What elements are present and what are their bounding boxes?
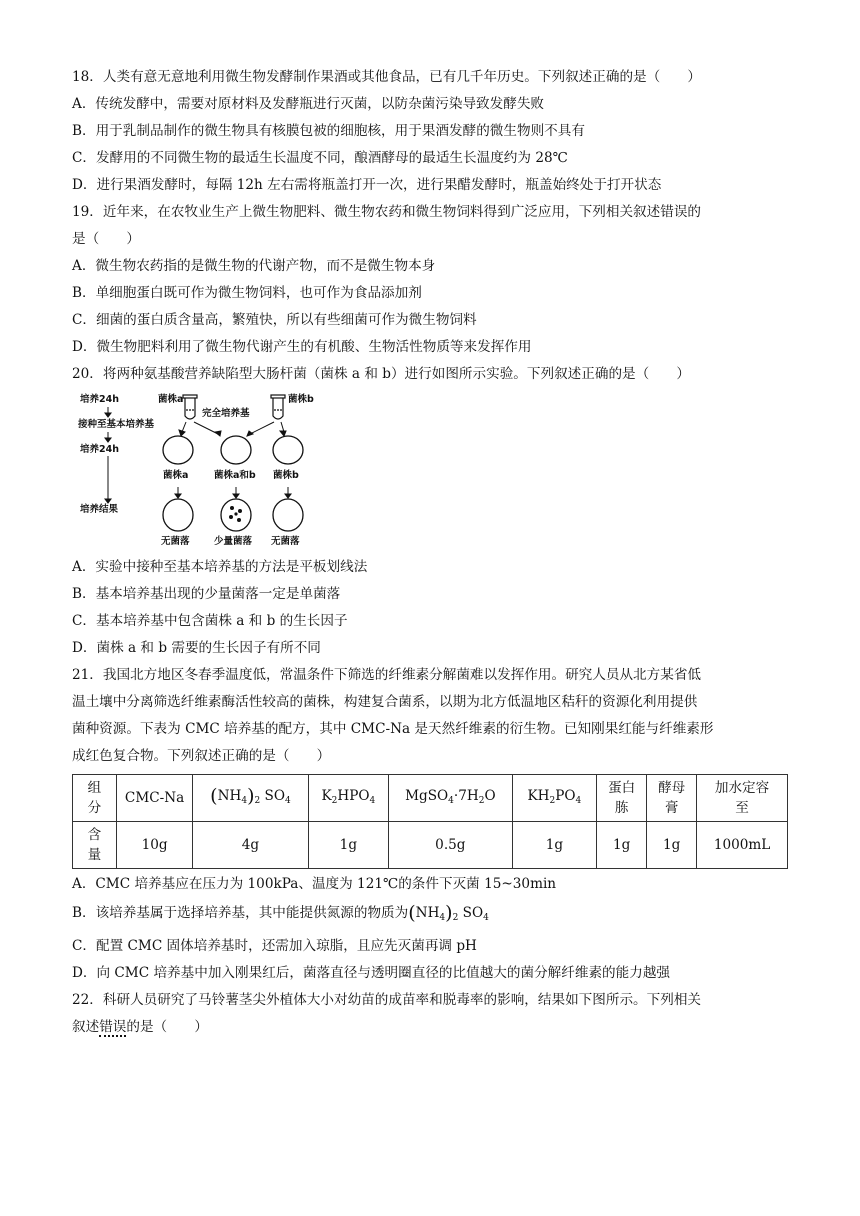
- table-cell: 酵母 膏: [647, 775, 697, 822]
- table-cell: 0.5g: [389, 822, 512, 869]
- question-stem-cont: 菌种资源。下表为 CMC 培养基的配方，其中 CMC-Na 是天然纤维素的衍生物。已知刚果红能与纤维素形: [72, 721, 714, 737]
- option-d: D．向 CMC 培养基中加入刚果红后，菌落直径与透明圈直径的比值越大的菌分解纤维素的能力越强: [72, 965, 671, 981]
- table-cell: 1g: [512, 822, 597, 869]
- option-c: C．发酵用的不同微生物的最适生长温度不同，酿酒酵母的最适生长温度约为 28℃: [72, 150, 568, 166]
- table-cell: 含 量: [73, 822, 117, 869]
- exam-page: [72, 64, 788, 1041]
- option-b: B．基本培养基出现的少量菌落一定是单菌落: [72, 586, 341, 602]
- result-label-a: 无菌落: [161, 536, 190, 547]
- table-row: [73, 775, 788, 822]
- option-d: D．菌株 a 和 b 需要的生长因子有所不同: [72, 640, 321, 656]
- option-b: B．该培养基属于选择培养基，其中能提供氮源的物质为$(NH_4)_2$ $SO_4$: [72, 902, 489, 924]
- table-cell: 蛋白 胨: [597, 775, 647, 822]
- table-cell: 10g: [116, 822, 192, 869]
- option-d: D．微生物肥料利用了微生物代谢产生的有机酸、生物活性物质等来发挥作用: [72, 339, 532, 355]
- question-stem-cont: 成红色复合物。下列叙述正确的是（ ）: [72, 748, 331, 764]
- table-row: [73, 822, 788, 869]
- plate-ab-top: [221, 436, 251, 464]
- question-stem: 20．将两种氨基酸营养缺陷型大肠杆菌（菌株 a 和 b）进行如图所示实验。下列叙述正确的是（ ）: [72, 366, 691, 382]
- question-stem-cont: 叙述错误的是（ ）: [72, 1019, 208, 1035]
- question-stem-cont: 是（ ）: [72, 231, 140, 247]
- question-stem: 21．我国北方地区冬春季温度低，常温条件下筛选的纤维素分解菌难以发挥作用。研究人员从北方某省低: [72, 667, 702, 683]
- option-b: B．单细胞蛋白既可作为微生物饲料，也可作为食品添加剂: [72, 285, 422, 301]
- option-d: D．进行果酒发酵时，每隔 12h 左右需将瓶盖打开一次，进行果醋发酵时，瓶盖始终处于打开状态: [72, 177, 662, 193]
- option-a: A．传统发酵中，需要对原材料及发酵瓶进行灭菌，以防杂菌污染导致发酵失败: [72, 96, 545, 112]
- result-label-b: 无菌落: [271, 536, 300, 547]
- emphasis-word: 错误: [99, 1019, 127, 1035]
- question-22: [72, 987, 788, 1041]
- step-label-4: 培养结果: [80, 504, 119, 515]
- plate-b-top: [273, 436, 303, 464]
- plate-a-top: [163, 436, 193, 464]
- option-a: A．CMC 培养基应在压力为 100kPa、温度为 121℃的条件下灭菌 15~30min: [72, 876, 557, 892]
- option-c: C．基本培养基中包含菌株 a 和 b 的生长因子: [72, 613, 348, 629]
- question-19: [72, 199, 788, 361]
- option-b: B．用于乳制品制作的微生物具有核膜包被的细胞核，用于果酒发酵的微生物则不具有: [72, 123, 585, 139]
- question-stem: 19．近年来，在农牧业生产上微生物肥料、微生物农药和微生物饲料得到广泛应用，下列相关叙述错误的: [72, 204, 702, 220]
- option-c: C．配置 CMC 固体培养基时，还需加入琼脂，且应先灭菌再调 pH: [72, 938, 477, 954]
- table-cell: $KH_2PO_4$: [512, 775, 597, 822]
- question-21: [72, 662, 788, 987]
- strain-a-label: 菌株a: [158, 394, 184, 405]
- table-cell: $K_2HPO_4$: [308, 775, 389, 822]
- table-cell: 1000mL: [697, 822, 788, 869]
- plate-b-result: [273, 499, 303, 531]
- step-label-1: 培养24h: [80, 394, 119, 405]
- table-cell: CMC-Na: [116, 775, 192, 822]
- plate-label-ab: 菌株a和b: [214, 470, 256, 481]
- plate-a-result: [163, 499, 193, 531]
- step-label-2: 接种至基本培养基: [78, 419, 155, 430]
- question-18: [72, 64, 788, 199]
- cmc-medium-table: [72, 774, 788, 869]
- plate-label-b: 菌株b: [273, 470, 299, 481]
- table-cell: $(NH_4)_2$ $SO_4$: [193, 775, 308, 822]
- strain-b-label: 菌株b: [288, 394, 314, 405]
- option-a: A．实验中接种至基本培养基的方法是平板划线法: [72, 559, 368, 575]
- table-cell: 加水定容 至: [697, 775, 788, 822]
- table-cell: 1g: [647, 822, 697, 869]
- test-tube-b: [271, 395, 285, 419]
- table-cell: 1g: [597, 822, 647, 869]
- result-label-ab: 少量菌落: [214, 536, 253, 547]
- test-tube-a: [183, 395, 197, 419]
- table-cell: 4g: [193, 822, 308, 869]
- complete-medium-label: 完全培养基: [202, 408, 250, 419]
- option-c: C．细菌的蛋白质含量高，繁殖快，所以有些细菌可作为微生物饲料: [72, 312, 477, 328]
- plate-label-a: 菌株a: [163, 470, 189, 481]
- question-20: [72, 361, 788, 662]
- experiment-figure: [78, 392, 314, 552]
- option-a: A．微生物农药指的是微生物的代谢产物，而不是微生物本身: [72, 258, 436, 274]
- table-cell: 1g: [308, 822, 389, 869]
- question-stem: 18．人类有意无意地利用微生物发酵制作果酒或其他食品，已有几千年历史。下列叙述正确的是（ ）: [72, 69, 702, 85]
- step-label-3: 培养24h: [80, 444, 119, 455]
- table-cell: $MgSO_4\cdot 7H_2O$: [389, 775, 512, 822]
- question-stem-cont: 温土壤中分离筛选纤维素酶活性较高的菌株，构建复合菌系，以期为北方低温地区秸秆的资源化利用提供: [72, 694, 698, 710]
- question-stem: 22．科研人员研究了马铃薯茎尖外植体大小对幼苗的成苗率和脱毒率的影响，结果如下图所示。下列相关: [72, 992, 702, 1008]
- table-cell: 组 分: [73, 775, 117, 822]
